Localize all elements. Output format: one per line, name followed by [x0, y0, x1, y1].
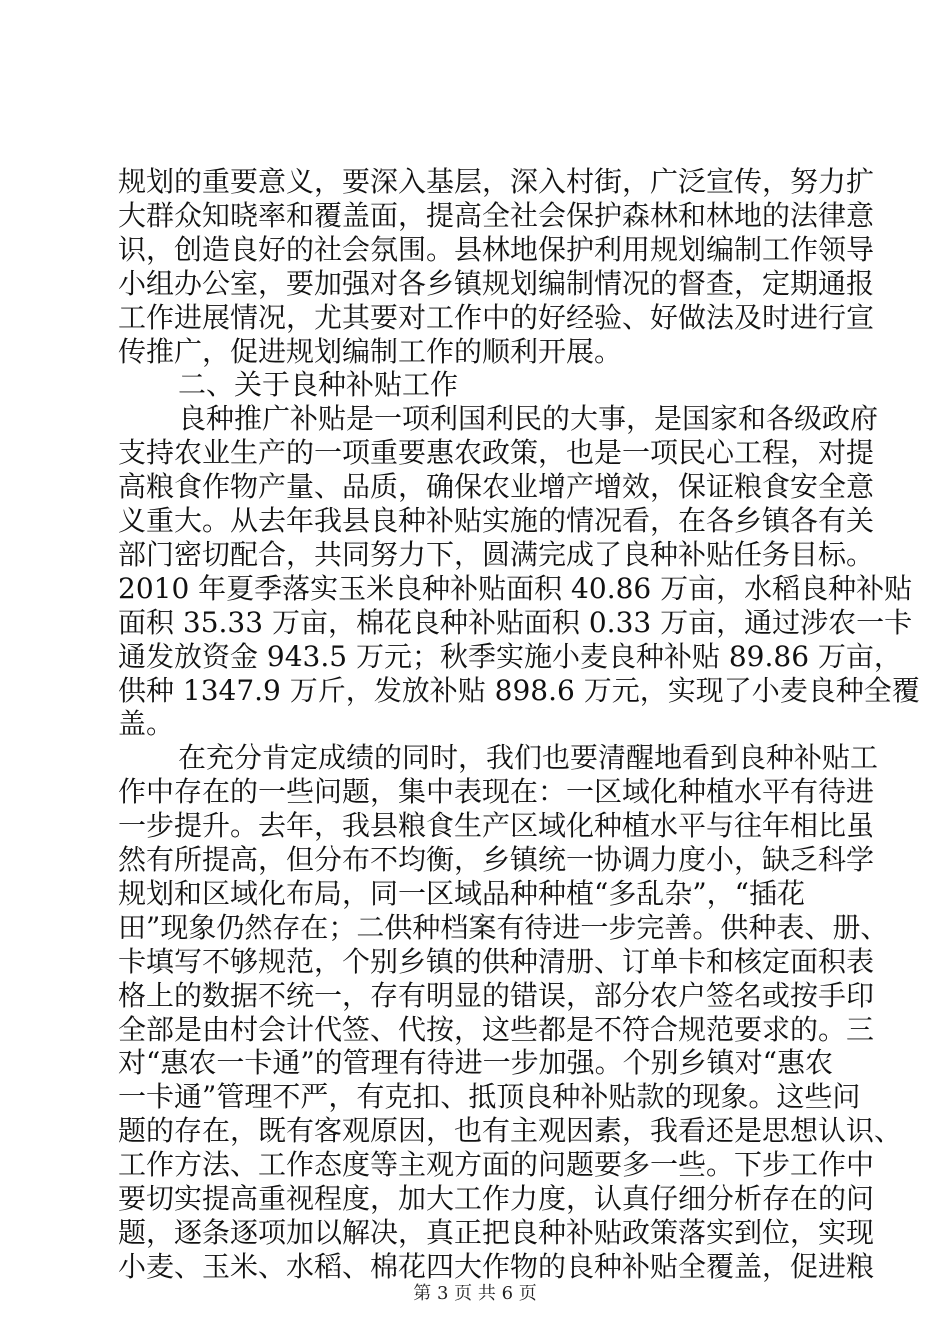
text-line: 义重大。从去年我县良种补贴实施的情况看，在各乡镇各有关 [118, 504, 875, 537]
text-line: 一卡通”管理不严，有克扣、抵顶良种补贴款的现象。这些问 [118, 1080, 861, 1114]
text-line: 大群众知晓率和覆盖面，提高全社会保护森林和林地的法律意 [118, 198, 875, 232]
text-line: 小麦、玉米、水稻、棉花四大作物的良种补贴全覆盖，促进粮 [118, 1249, 875, 1283]
text-line: 田”现象仍然存在；二供种档案有待进一步完善。供种表、册、 [118, 910, 889, 944]
text-line: 作中存在的一些问题，集中表现在：一区域化种植水平有待进 [118, 775, 875, 809]
text-line: 全部是由村会计代签、代按，这些都是不符合规范要求的。三 [118, 1012, 875, 1046]
text-line: 要切实提高重视程度，加大工作力度，认真仔细分析存在的问 [118, 1182, 875, 1215]
text-line: 工作方法、工作态度等主观方面的问题要多一些。下步工作中 [118, 1148, 875, 1182]
text-line: 传推广，促进规划编制工作的顺利开展。 [118, 334, 623, 368]
text-line: 小组办公室，要加强对各乡镇规划编制情况的督查，定期通报 [118, 266, 875, 300]
page-number-footer: 第 3 页 共 6 页 [413, 1283, 537, 1304]
text-line: 对“惠农一卡通”的管理有待进一步加强。个别乡镇对“惠农 [118, 1046, 833, 1080]
text-line: 部门密切配合，共同努力下，圆满完成了良种补贴任务目标。 [118, 537, 875, 571]
text-line: 识，创造良好的社会氛围。县林地保护利用规划编制工作领导 [118, 232, 875, 266]
text-line: 题的存在，既有客观原因，也有主观因素，我看还是思想认识、 [118, 1114, 903, 1148]
text-line: 良种推广补贴是一项利国利民的大事，是国家和各级政府 [178, 402, 879, 436]
text-line: 然有所提高，但分布不均衡，乡镇统一协调力度小，缺乏科学 [118, 843, 875, 876]
text-line: 规划和区域化布局，同一区域品种种植“多乱杂”，“插花 [118, 876, 805, 910]
text-line: 规划的重要意义，要深入基层，深入村街，广泛宣传，努力扩 [118, 165, 875, 198]
text-line: 供种 1347.9 万斤，发放补贴 898.6 万元，实现了小麦良种全覆 [118, 673, 920, 707]
text-line: 支持农业生产的一项重要惠农政策，也是一项民心工程，对提 [118, 436, 875, 470]
section-heading: 二、关于良种补贴工作 [178, 368, 459, 402]
text-line: 题，逐条逐项加以解决，真正把良种补贴政策落实到位，实现 [118, 1215, 875, 1249]
text-line: 通发放资金 943.5 万元；秋季实施小麦良种补贴 89.86 万亩， [118, 639, 902, 673]
text-line: 在充分肯定成绩的同时，我们也要清醒地看到良种补贴工 [178, 741, 879, 775]
text-line: 工作进展情况，尤其要对工作中的好经验、好做法及时进行宣 [118, 300, 875, 334]
text-line: 面积 35.33 万亩，棉花良种补贴面积 0.33 万亩，通过涉农一卡 [118, 605, 913, 639]
text-line: 卡填写不够规范，个别乡镇的供种清册、订单卡和核定面积表 [118, 944, 875, 978]
text-line: 2010 年夏季落实玉米良种补贴面积 40.86 万亩，水稻良种补贴 [118, 571, 913, 605]
text-line: 一步提升。去年，我县粮食生产区域化种植水平与往年相比虽 [118, 809, 875, 843]
text-line: 格上的数据不统一，存有明显的错误，部分农户签名或按手印 [118, 978, 875, 1012]
text-line: 高粮食作物产量、品质，确保农业增产增效，保证粮食安全意 [118, 470, 875, 504]
text-line: 盖。 [118, 707, 175, 741]
